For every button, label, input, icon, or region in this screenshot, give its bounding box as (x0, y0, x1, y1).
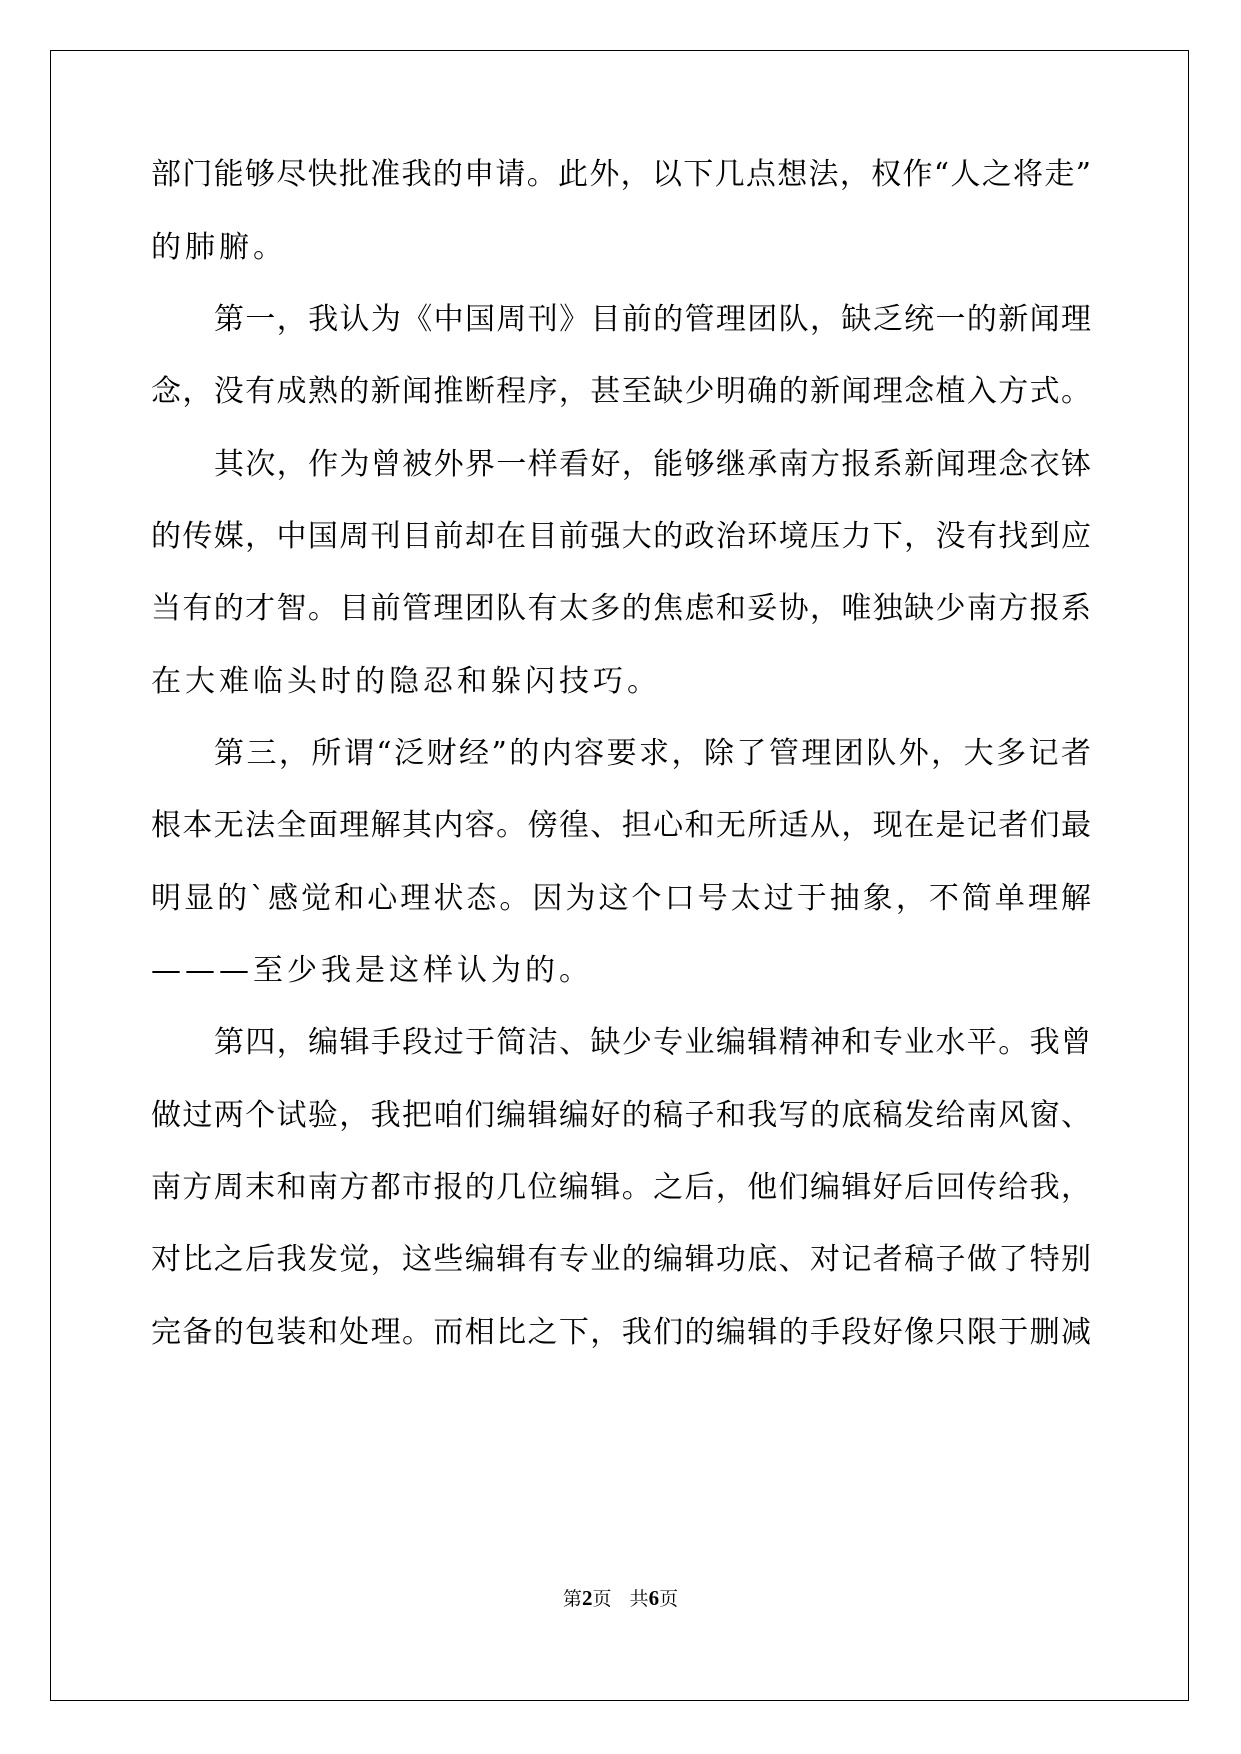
text-line: ———至少我是这样认为的。 (151, 953, 593, 988)
text-line: 部门能够尽快批准我的申请。此外，以下几点想法，权作“人之将走” (151, 157, 1091, 192)
text-line: 在大难临头时的隐忍和躲闪技巧。 (151, 664, 661, 699)
text-line: 对比之后我发觉，这些编辑有专业的编辑功底、对记者稿子做了特别 (151, 1242, 1091, 1277)
text-line: 的肺腑。 (151, 230, 287, 265)
text-line: 第一，我认为《中国周刊》目前的管理团队，缺乏统一的新闻理 (214, 302, 1091, 337)
page-footer (0, 1587, 1241, 1610)
text-line: 做过两个试验，我把咱们编辑编好的稿子和我写的底稿发给南风窗、 (151, 1098, 1091, 1133)
text-line: 根本无法全面理解其内容。傍徨、担心和无所适从，现在是记者们最 (151, 808, 1091, 843)
text-line: 明显的`感觉和心理状态。因为这个口号太过于抽象，不简单理解 (151, 881, 1091, 916)
text-line: 第四，编辑手段过于简洁、缺少专业编辑精神和专业水平。我曾 (214, 1025, 1091, 1060)
total-pages-number: 6 (648, 1586, 660, 1610)
current-page-number: 2 (581, 1586, 593, 1610)
footer-prefix: 第 (562, 1588, 582, 1610)
text-line: 完备的包装和处理。而相比之下，我们的编辑的手段好像只限于删减 (151, 1315, 1091, 1350)
page-border (50, 50, 1189, 1701)
text-line: 当有的才智。目前管理团队有太多的焦虑和妥协，唯独缺少南方报系 (151, 591, 1091, 626)
text-line: 南方周末和南方都市报的几位编辑。之后，他们编辑好后回传给我， (151, 1170, 1091, 1205)
text-line: 念，没有成熟的新闻推断程序，甚至缺少明确的新闻理念植入方式。 (151, 374, 1091, 409)
footer-middle: 页 共 (592, 1588, 649, 1610)
text-line: 第三，所谓“泛财经”的内容要求，除了管理团队外，大多记者 (214, 736, 1091, 771)
text-line: 其次，作为曾被外界一样看好，能够继承南方报系新闻理念衣钵 (214, 447, 1091, 482)
text-line: 的传媒，中国周刊目前却在目前强大的政治环境压力下，没有找到应 (151, 519, 1091, 554)
footer-suffix: 页 (659, 1588, 679, 1610)
